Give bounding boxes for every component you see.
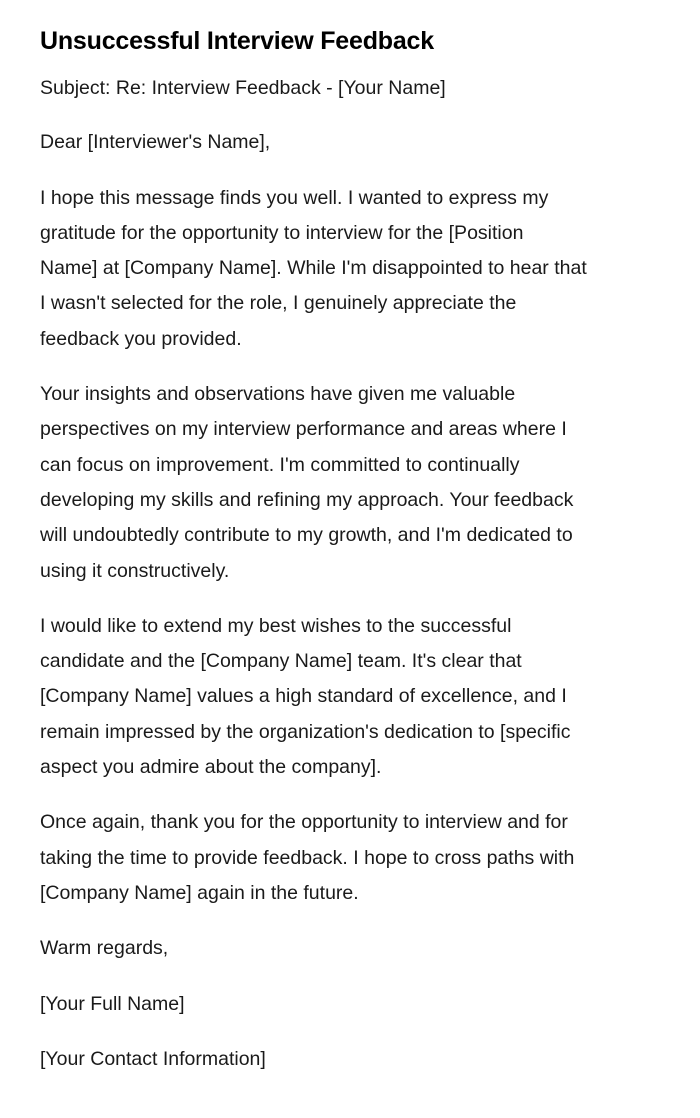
paragraph-line: Name] at [Company Name]. While I'm disappointed to hear that: [40, 257, 587, 280]
paragraph-line: using it constructively.: [40, 559, 230, 582]
salutation: Dear [Interviewer's Name],: [40, 131, 271, 154]
signature-name: [Your Full Name]: [40, 992, 185, 1015]
paragraph-line: I wasn't selected for the role, I genuinely appreciate the: [40, 292, 517, 315]
body-paragraph-4: [40, 805, 660, 911]
body-paragraph-2: [40, 377, 660, 589]
paragraph-line: remain impressed by the organization's dedication to [specific: [40, 720, 571, 743]
paragraph-line: taking the time to provide feedback. I hope to cross paths with: [40, 846, 575, 869]
paragraph-line: candidate and the [Company Name] team. It's clear that: [40, 650, 522, 673]
paragraph-line: [Company Name] again in the future.: [40, 881, 359, 904]
closing: Warm regards,: [40, 937, 169, 960]
paragraph-line: can focus on improvement. I'm committed to continually: [40, 453, 520, 476]
body-paragraph-1: [40, 181, 660, 357]
email-subject: Subject: Re: Interview Feedback - [Your Name]: [40, 77, 446, 99]
paragraph-line: I hope this message finds you well. I wanted to express my: [40, 186, 549, 209]
paragraph-line: I would like to extend my best wishes to the successful: [40, 614, 512, 637]
paragraph-line: aspect you admire about the company].: [40, 756, 382, 779]
signature-contact: [Your Contact Information]: [40, 1047, 266, 1070]
paragraph-line: perspectives on my interview performance and areas where I: [40, 418, 567, 441]
paragraph-line: feedback you provided.: [40, 327, 242, 350]
document-title: Unsuccessful Interview Feedback: [40, 27, 434, 55]
paragraph-line: [Company Name] values a high standard of excellence, and I: [40, 685, 567, 708]
paragraph-line: gratitude for the opportunity to interview for the [Position: [40, 221, 524, 244]
paragraph-line: developing my skills and refining my approach. Your feedback: [40, 488, 574, 511]
paragraph-line: Once again, thank you for the opportunity to interview and for: [40, 811, 568, 834]
paragraph-line: Your insights and observations have given me valuable: [40, 383, 516, 406]
body-paragraph-3: [40, 609, 660, 785]
paragraph-line: will undoubtedly contribute to my growth, and I'm dedicated to: [40, 524, 573, 547]
